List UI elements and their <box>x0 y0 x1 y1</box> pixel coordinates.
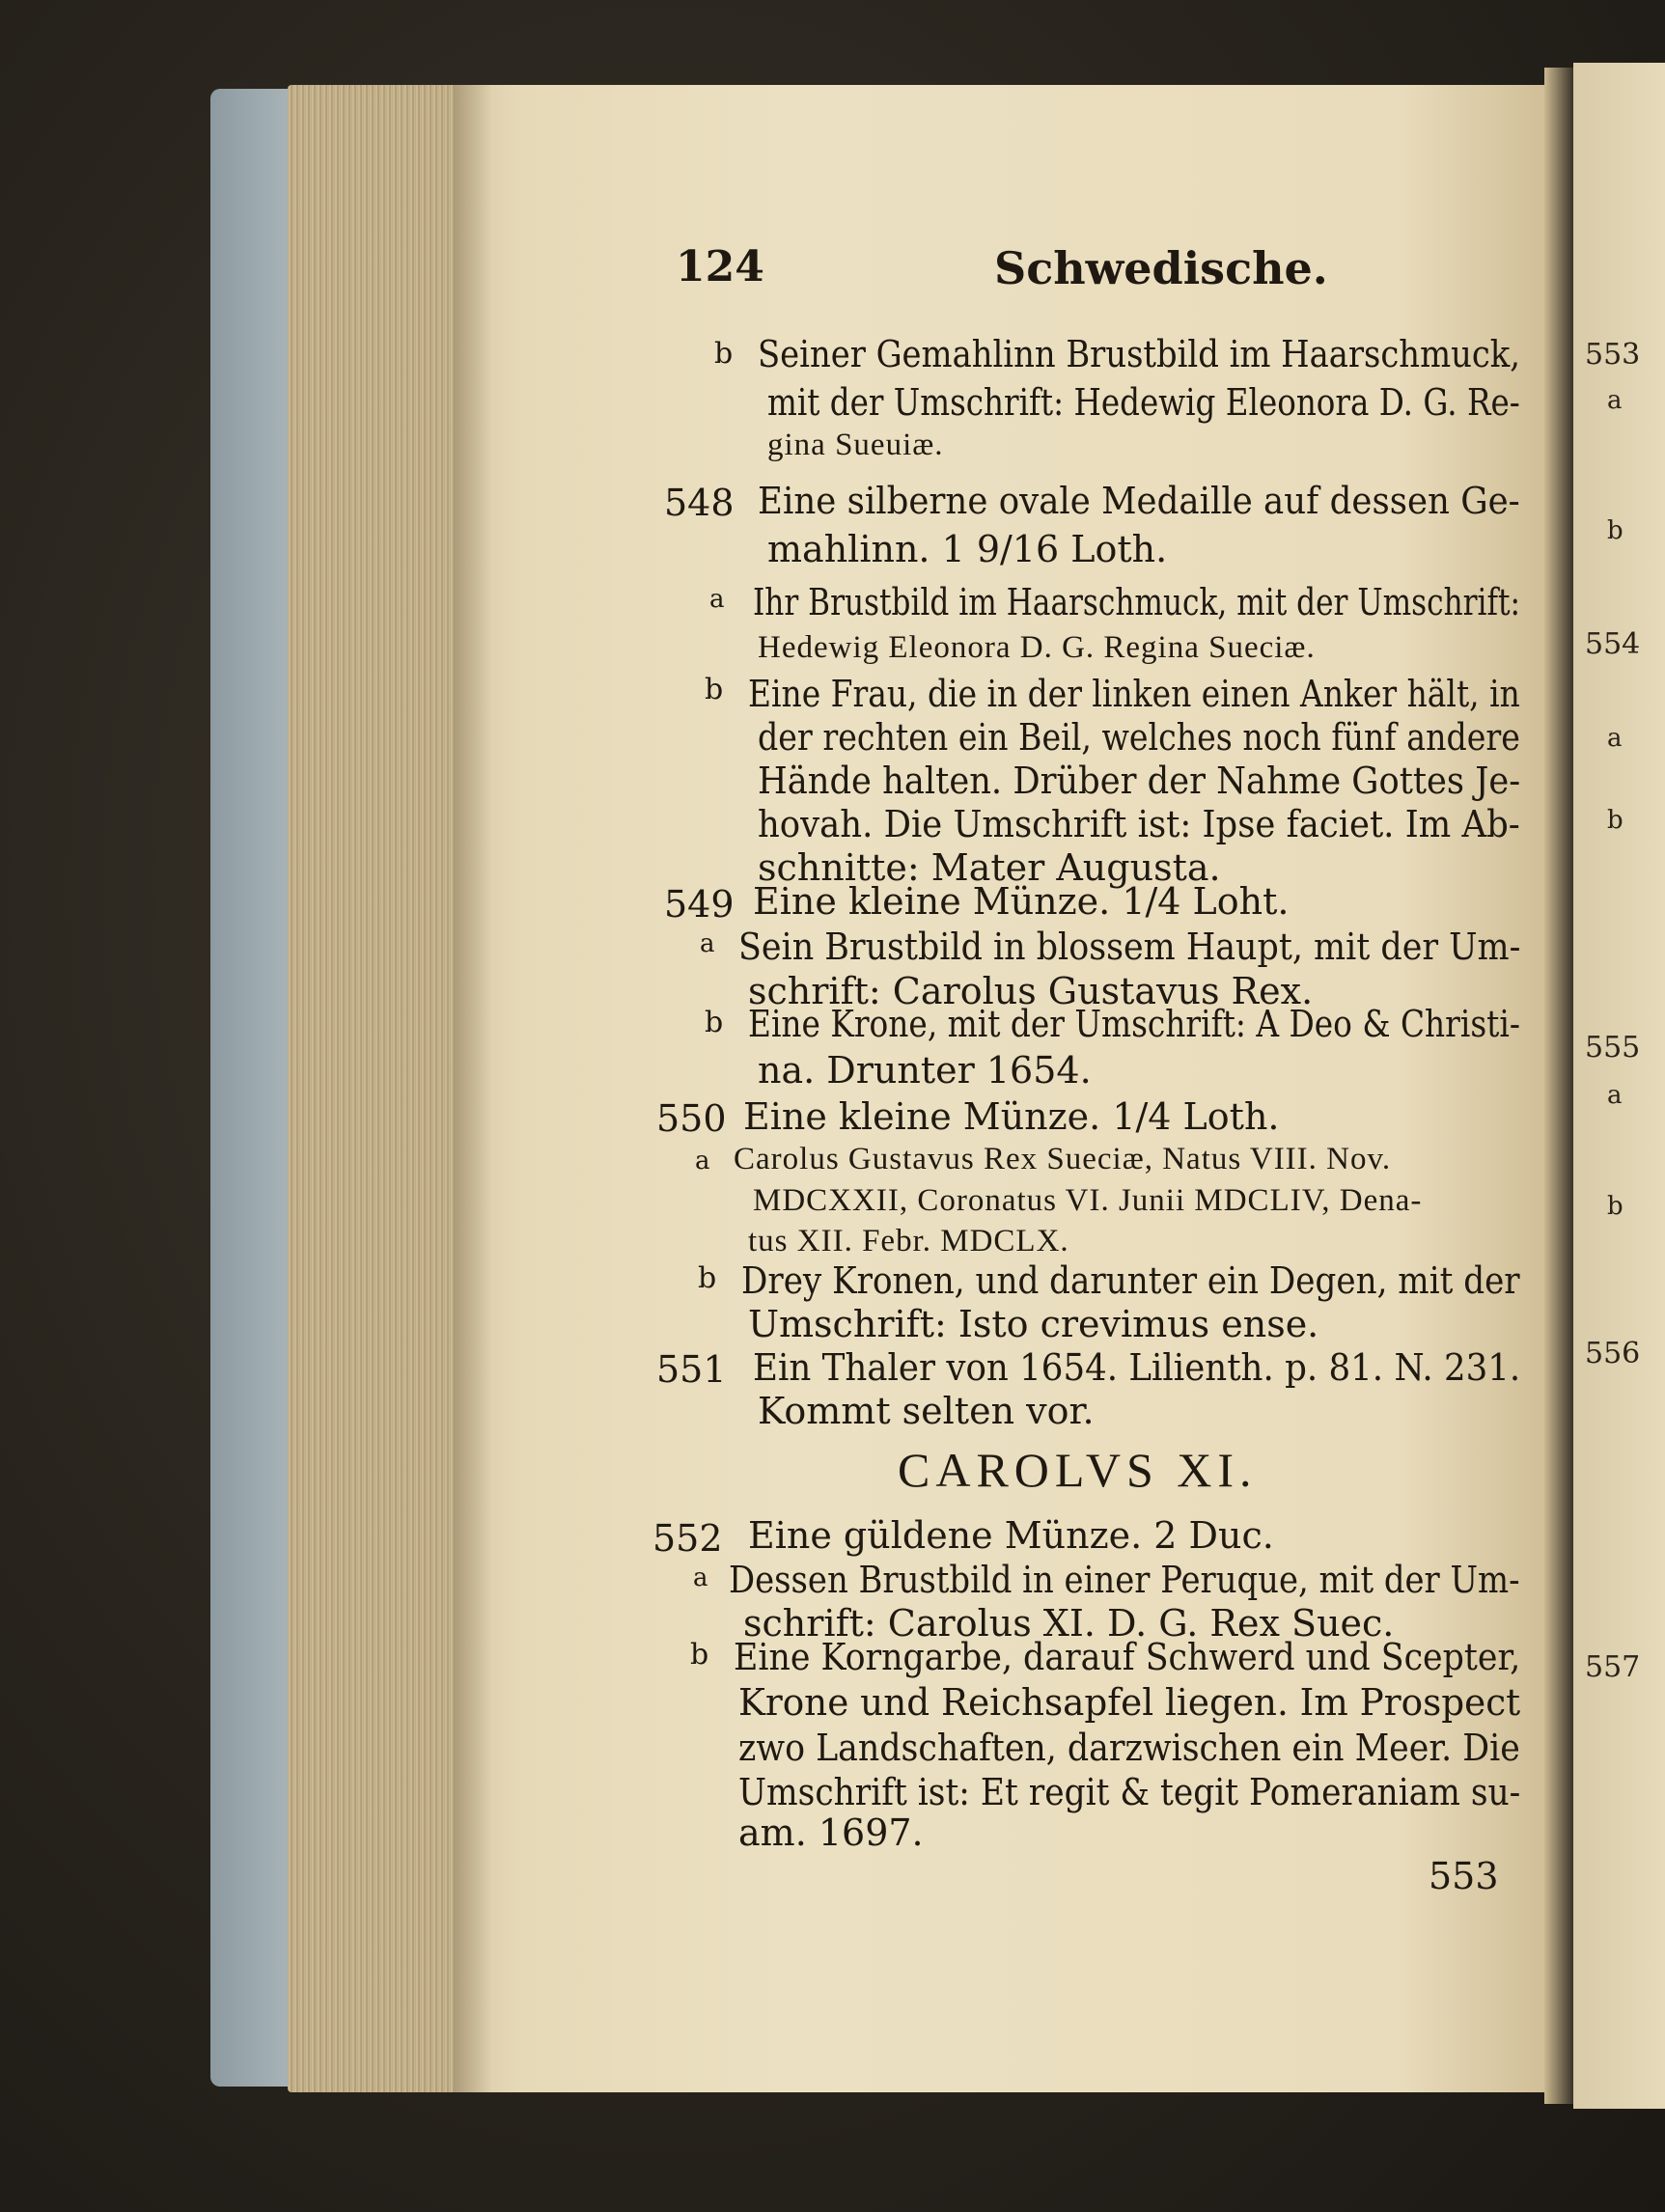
entry-number: 551 <box>656 1348 727 1391</box>
entry-line: Eine silberne ovale Medaille auf dessen Ge- <box>758 480 1520 522</box>
entry-label: b <box>705 1006 724 1039</box>
entry-number: 548 <box>664 482 735 524</box>
entry-line: Sein Brustbild in blossem Haupt, mit der Um- <box>738 926 1521 968</box>
entry-label: a <box>693 1563 708 1592</box>
section-heading: CAROLVS XI. <box>898 1443 1258 1497</box>
adjacent-fragment: a <box>1607 386 1623 415</box>
adjacent-fragment: 554 <box>1585 627 1641 661</box>
adjacent-fragment: 553 <box>1585 338 1641 372</box>
entry-label: a <box>700 929 715 958</box>
entry-line: tus XII. Febr. MDCLX. <box>748 1224 1069 1258</box>
adjacent-fragment: b <box>1607 516 1623 545</box>
entry-line: Eine kleine Münze. 1/4 Loht. <box>753 880 1290 923</box>
entry-label: b <box>690 1638 709 1672</box>
entry-line: hovah. Die Umschrift ist: Ipse faciet. Im Ab- <box>758 803 1520 845</box>
entry-line: Umschrift: Isto crevimus ense. <box>748 1303 1319 1345</box>
entry-number: 552 <box>652 1517 723 1560</box>
entry-line: der rechten ein Beil, welches noch fünf andere <box>758 716 1520 759</box>
page-title: Schwedische. <box>994 242 1328 294</box>
adjacent-fragment: a <box>1607 724 1623 753</box>
entry-line: schnitte: Mater Augusta. <box>758 846 1221 889</box>
adjacent-fragment: 556 <box>1585 1337 1641 1370</box>
entry-line: Ihr Brustbild im Haarschmuck, mit der Umschrift: <box>753 581 1521 623</box>
entry-line: Eine kleine Münze. 1/4 Loth. <box>743 1095 1280 1138</box>
entry-line: Eine güldene Münze. 2 Duc. <box>748 1514 1274 1557</box>
entry-line: am. 1697. <box>738 1811 924 1854</box>
entry-line: Eine Korngarbe, darauf Schwerd und Scepter, <box>734 1636 1521 1678</box>
entry-line: Kommt selten vor. <box>758 1390 1095 1432</box>
entry-line: Hände halten. Drüber der Nahme Gottes Je- <box>758 760 1521 802</box>
entry-label: b <box>714 337 734 371</box>
adjacent-page <box>1573 63 1665 2109</box>
entry-number: 549 <box>664 883 735 926</box>
entry-line: Carolus Gustavus Rex Sueciæ, Natus VIII. Nov. <box>734 1142 1392 1176</box>
entry-label: a <box>695 1147 710 1175</box>
entry-line: Eine Frau, die in der linken einen Anker hält, in <box>748 673 1520 715</box>
page-number: 124 <box>676 242 764 291</box>
entry-line: Umschrift ist: Et regit & tegit Pomeraniam su- <box>738 1771 1521 1813</box>
adjacent-fragment: b <box>1607 806 1623 835</box>
entry-line: gina Sueuiæ. <box>767 428 944 462</box>
entry-line: Eine Krone, mit der Umschrift: A Deo & Christi- <box>748 1003 1520 1045</box>
adjacent-fragment: 557 <box>1585 1650 1641 1684</box>
entry-line: Dessen Brustbild in einer Peruque, mit der Um- <box>729 1559 1520 1601</box>
page-gutter <box>1544 68 1573 2104</box>
entry-label: a <box>709 585 725 614</box>
page-edges <box>288 85 461 2092</box>
entry-line: Seiner Gemahlinn Brustbild im Haarschmuck, <box>758 333 1520 375</box>
entry-line: schrift: Carolus Gustavus Rex. <box>748 970 1314 1012</box>
entry-line: Drey Kronen, und darunter ein Degen, mit der <box>741 1259 1520 1302</box>
entry-line: mit der Umschrift: Hedewig Eleonora D. G. Re- <box>767 381 1520 424</box>
entry-label: b <box>698 1261 717 1295</box>
adjacent-fragment: a <box>1607 1081 1623 1110</box>
entry-line: Hedewig Eleonora D. G. Regina Sueciæ. <box>758 630 1316 665</box>
catchword: 553 <box>1429 1855 1499 1897</box>
entry-line: Ein Thaler von 1654. Lilienth. p. 81. N. 231. <box>753 1346 1521 1389</box>
entry-number: 550 <box>656 1097 727 1140</box>
entry-line: zwo Landschaften, darzwischen ein Meer. Die <box>738 1727 1520 1769</box>
adjacent-fragment: 555 <box>1585 1031 1641 1065</box>
adjacent-fragment: b <box>1607 1192 1623 1221</box>
entry-line: mahlinn. 1 9/16 Loth. <box>767 528 1168 570</box>
entry-line: MDCXXII, Coronatus VI. Junii MDCLIV, Dena- <box>753 1183 1423 1218</box>
entry-label: b <box>705 673 724 706</box>
entry-line: na. Drunter 1654. <box>758 1049 1092 1092</box>
entry-line: schrift: Carolus XI. D. G. Rex Suec. <box>743 1602 1395 1645</box>
entry-line: Krone und Reichsapfel liegen. Im Prospect <box>738 1681 1521 1724</box>
